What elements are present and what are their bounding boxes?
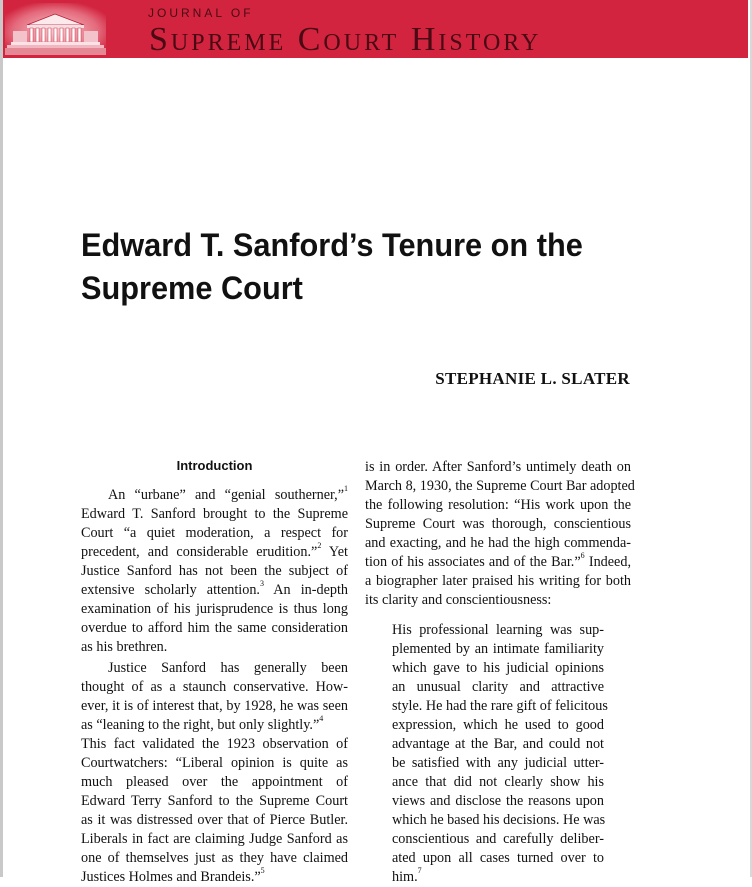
body-line: Justices Holmes and Brandeis.”$^5$ bbox=[81, 866, 265, 885]
quote-line: advantage at the Bar, and could not bbox=[392, 736, 604, 752]
footnote-ref: 3 bbox=[259, 579, 264, 588]
quote-line: plemented by an intimate familiarity bbox=[392, 641, 604, 657]
quote-line: conscientious and carefully deliber- bbox=[392, 831, 604, 847]
body-line: extensive scholarly attention.$^3$ An in-depth bbox=[81, 579, 348, 598]
body-line: the following resolution: “His work upon the bbox=[365, 497, 631, 513]
quote-line: be satisfied with any judicial utter- bbox=[392, 755, 604, 771]
quote-line: which he based his decisions. He was bbox=[392, 812, 606, 828]
body-line: a biographer later praised his writing for both bbox=[365, 573, 631, 589]
body-line: its clarity and conscientiousness: bbox=[365, 592, 552, 608]
quote-line: an unusual clarity and attractive bbox=[392, 679, 604, 695]
body-line: thought of as a staunch conservative. How- bbox=[81, 679, 348, 695]
author-name: STEPHANIE L. SLATER bbox=[435, 369, 630, 388]
quote-line: ated upon all cases turned over to bbox=[392, 850, 604, 866]
quote-line: His professional learning was sup- bbox=[392, 622, 604, 638]
body-line: Court “a quiet moderation, a respect for bbox=[81, 525, 348, 541]
body-line: and exacting, and he had the high commenda- bbox=[365, 535, 631, 551]
page-left-edge bbox=[0, 0, 3, 877]
quote-line: expression, which he used to good bbox=[392, 717, 604, 733]
footnote-ref: 4 bbox=[319, 714, 324, 723]
title-line-1: Edward T. Sanford’s Tenure on the bbox=[81, 227, 583, 263]
body-line: Liberals in fact are claiming Judge Sanford as bbox=[81, 831, 348, 847]
quote-line: ance that did not clearly show his bbox=[392, 774, 604, 790]
body-line: overdue to afford him the same consideration bbox=[81, 620, 348, 636]
journal-of-label: JOURNAL OF bbox=[148, 6, 254, 20]
body-line: Supreme Court was thorough, conscientious bbox=[365, 516, 631, 532]
body-line: An “urbane” and “genial southerner,”$^1$ bbox=[108, 484, 348, 503]
journal-masthead bbox=[3, 0, 748, 58]
body-line: Courtwatchers: “Liberal opinion is quite as bbox=[81, 755, 348, 771]
footnote-ref: 7 bbox=[417, 866, 422, 875]
footnote-ref: 5 bbox=[260, 866, 265, 875]
footnote-ref: 1 bbox=[344, 484, 348, 493]
body-line: precedent, and considerable erudition.”$^2$ Yet bbox=[81, 541, 348, 560]
body-line: examination of his jurisprudence is thus long bbox=[81, 601, 348, 617]
article-title bbox=[81, 224, 619, 310]
body-line: Edward T. Sanford brought to the Supreme bbox=[81, 506, 348, 522]
body-line: March 8, 1930, the Supreme Court Bar adopted bbox=[365, 478, 635, 494]
footnote-ref: 2 bbox=[317, 541, 322, 550]
quote-line: style. He had the rare gift of felicitous bbox=[392, 698, 608, 714]
body-line: Justice Sanford has generally been bbox=[108, 660, 348, 676]
body-line: as his brethren. bbox=[81, 639, 168, 655]
body-line: as “leaning to the right, but only slightly.”$^4$ bbox=[81, 714, 324, 733]
body-line: ever, it is of interest that, by 1928, he was seen bbox=[81, 698, 348, 714]
body-line: is in order. After Sanford’s untimely death on bbox=[365, 459, 631, 475]
body-line: one of themselves just as they have claimed bbox=[81, 850, 348, 866]
quote-line: views and disclose the reasons upon bbox=[392, 793, 604, 809]
quote-line: which gave to his judicial opinions bbox=[392, 660, 604, 676]
body-line: as it was distressed over that of Pierce Butler. bbox=[81, 812, 348, 828]
supreme-court-building-icon bbox=[5, 3, 106, 55]
body-line: Edward Terry Sanford to the Supreme Court bbox=[81, 793, 348, 809]
body-line: tion of his associates and of the Bar.”$^6$ Indeed, bbox=[365, 551, 631, 570]
body-line: Justice Sanford has not been the subject of bbox=[81, 563, 348, 579]
journal-name: Supreme Court History bbox=[149, 21, 542, 58]
footnote-ref: 6 bbox=[580, 551, 585, 560]
quote-line: him.$^7$ bbox=[392, 866, 422, 885]
section-heading: Introduction bbox=[176, 458, 253, 473]
body-line: This fact validated the 1923 observation of bbox=[81, 736, 348, 752]
title-line-2: Supreme Court bbox=[81, 270, 303, 306]
body-line: much pleased over the appointment of bbox=[81, 774, 348, 790]
